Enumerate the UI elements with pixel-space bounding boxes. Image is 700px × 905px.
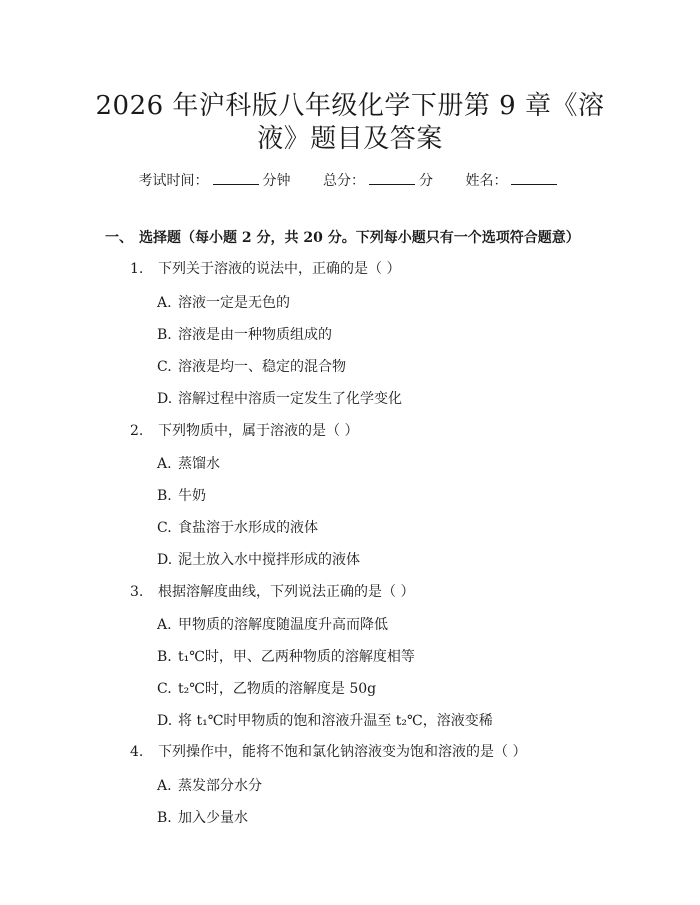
total-score-blank xyxy=(369,172,415,185)
question-2-option-a xyxy=(157,453,220,473)
question-2 xyxy=(130,420,358,440)
question-4-option-b xyxy=(157,807,248,827)
option-letter: D. xyxy=(157,713,173,729)
option-text: 溶液是由一种物质组成的 xyxy=(178,327,332,343)
total-score-label: 总分： xyxy=(323,173,365,189)
total-score-field xyxy=(323,170,433,190)
question-4 xyxy=(130,741,526,761)
total-score-unit: 分 xyxy=(419,173,433,189)
question-2-option-c xyxy=(157,517,318,537)
question-1-option-a xyxy=(157,292,290,312)
question-number: 1. xyxy=(130,261,144,277)
question-number: 2. xyxy=(130,423,144,439)
question-text: 下列关于溶液的说法中，正确的是（ ） xyxy=(158,261,401,277)
question-3-option-d xyxy=(157,710,493,730)
exam-meta-line xyxy=(0,170,700,190)
option-letter: C. xyxy=(157,520,172,536)
question-4-option-a xyxy=(157,775,262,795)
option-text: 甲物质的溶解度随温度升高而降低 xyxy=(178,617,388,633)
option-text: 溶解过程中溶质一定发生了化学变化 xyxy=(178,391,402,407)
document-title-line-2: 液》题目及答案 xyxy=(257,124,443,154)
question-1-option-c xyxy=(157,356,346,376)
option-letter: D. xyxy=(157,552,173,568)
option-text: 蒸发部分水分 xyxy=(178,778,262,794)
option-letter: C. xyxy=(157,681,172,697)
question-text: 下列物质中，属于溶液的是（ ） xyxy=(158,423,359,439)
question-2-option-d xyxy=(157,549,360,569)
option-letter: B. xyxy=(157,327,172,343)
option-text: 溶液一定是无色的 xyxy=(178,295,290,311)
option-text: 食盐溶于水形成的液体 xyxy=(178,520,318,536)
student-name-blank xyxy=(511,172,557,185)
option-text: 蒸馏水 xyxy=(178,456,220,472)
option-text: 溶液是均一、稳定的混合物 xyxy=(178,359,346,375)
section-number: 一、 xyxy=(105,230,133,246)
section-heading xyxy=(105,227,580,247)
option-text: 牛奶 xyxy=(178,488,206,504)
question-3-option-b xyxy=(157,646,415,666)
option-letter: A. xyxy=(157,295,172,311)
exam-time-blank xyxy=(213,172,259,185)
question-text: 下列操作中，能将不饱和氯化钠溶液变为饱和溶液的是（ ） xyxy=(158,744,527,760)
document-title-line-1: 2026 年沪科版八年级化学下册第 9 章《溶 xyxy=(95,91,605,121)
question-1-option-d xyxy=(157,388,402,408)
exam-time-unit: 分钟 xyxy=(262,173,291,189)
option-letter: A. xyxy=(157,617,172,633)
option-letter: A. xyxy=(157,778,172,794)
exam-time-field xyxy=(139,170,291,190)
option-letter: D. xyxy=(157,391,173,407)
option-text: 加入少量水 xyxy=(178,810,248,826)
option-text: 泥土放入水中搅拌形成的液体 xyxy=(178,552,360,568)
question-number: 4. xyxy=(130,744,144,760)
question-3 xyxy=(130,581,414,601)
option-letter: C. xyxy=(157,359,172,375)
question-3-option-c xyxy=(157,678,376,698)
option-text: t₁℃时，甲、乙两种物质的溶解度相等 xyxy=(178,649,415,665)
student-name-field xyxy=(465,170,561,190)
question-number: 3. xyxy=(130,584,144,600)
question-2-option-b xyxy=(157,485,206,505)
question-1-option-b xyxy=(157,324,332,344)
section-title: 选择题（每小题 2 分，共 20 分。下列每小题只有一个选项符合题意） xyxy=(139,230,580,246)
option-letter: B. xyxy=(157,649,172,665)
option-text: 将 t₁℃时甲物质的饱和溶液升温至 t₂℃，溶液变稀 xyxy=(178,713,493,729)
question-3-option-a xyxy=(157,614,388,634)
option-letter: B. xyxy=(157,488,172,504)
option-text: t₂℃时，乙物质的溶解度是 50g xyxy=(178,681,377,697)
option-letter: A. xyxy=(157,456,172,472)
question-1 xyxy=(130,258,400,278)
student-name-label: 姓名： xyxy=(465,173,508,189)
option-letter: B. xyxy=(157,810,172,826)
question-text: 根据溶解度曲线，下列说法正确的是（ ） xyxy=(158,584,415,600)
exam-time-label: 考试时间： xyxy=(138,173,209,189)
